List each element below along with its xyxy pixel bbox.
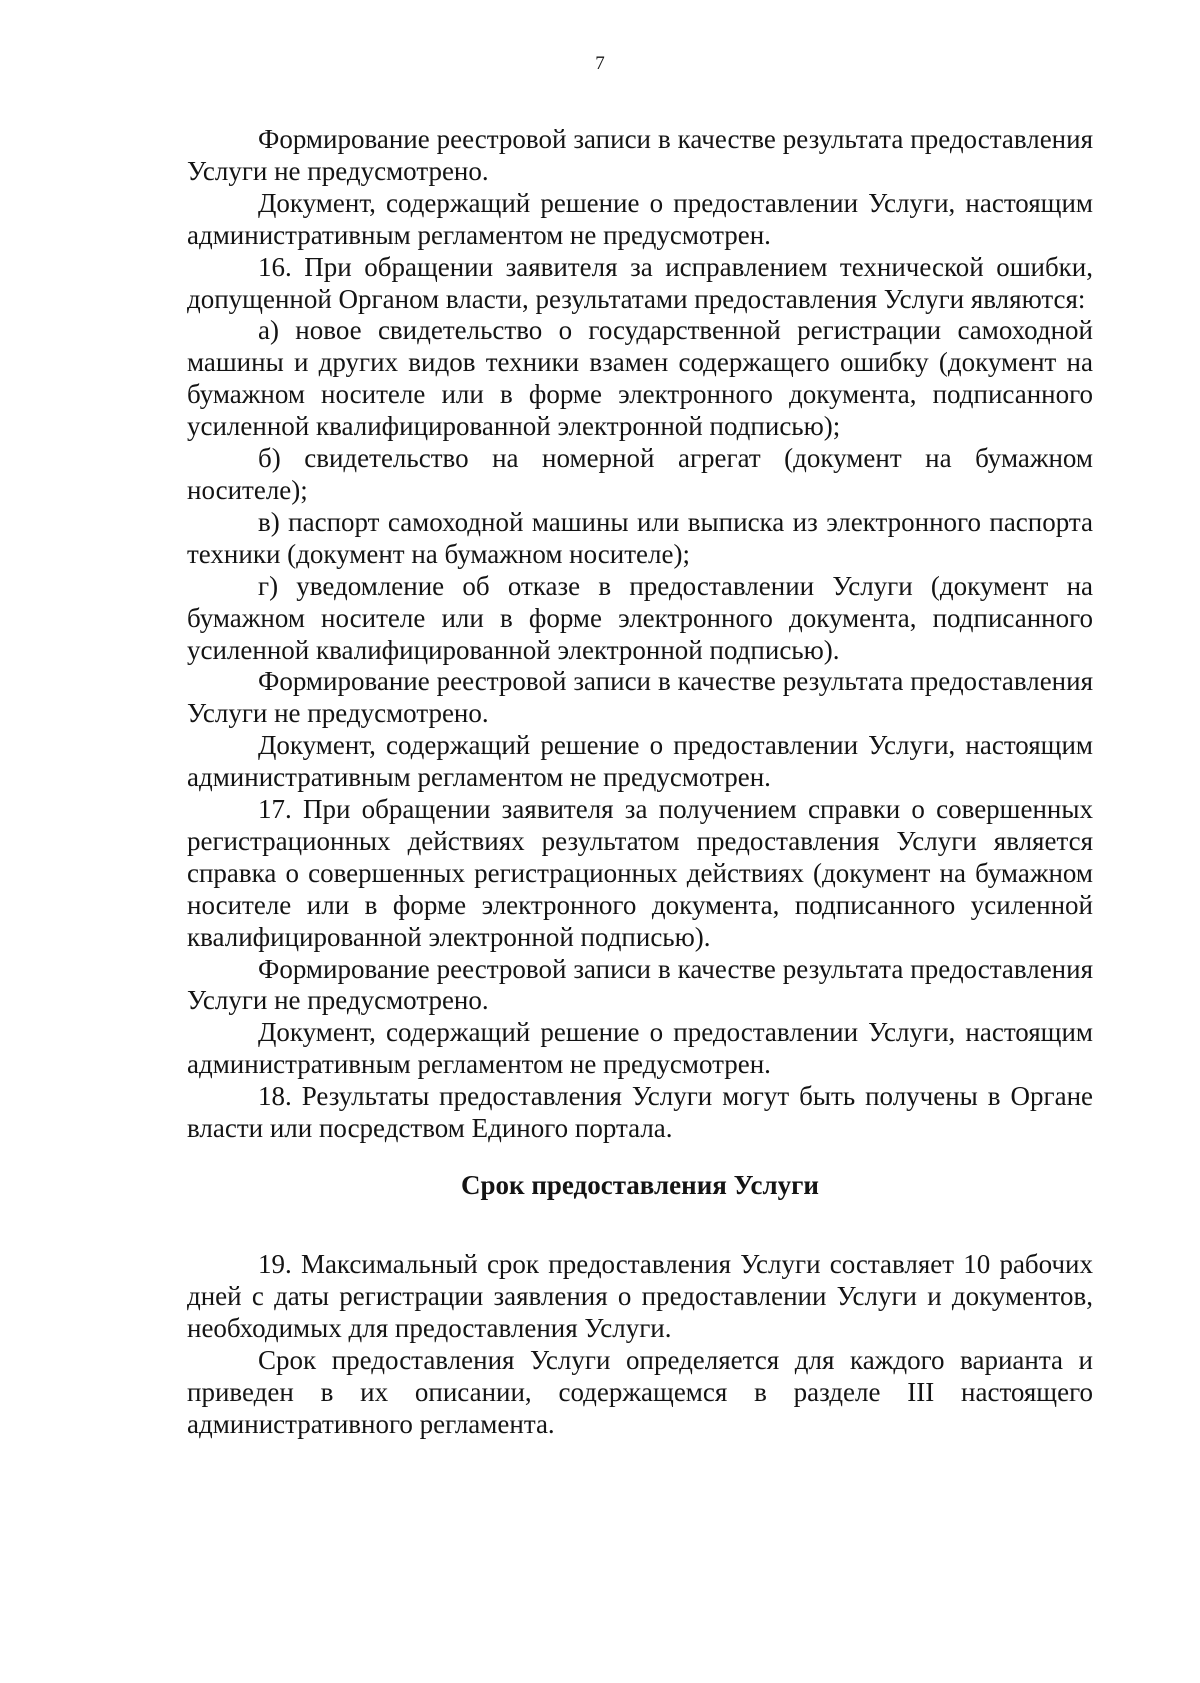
paragraph-service-term: Срок предоставления Услуги определяется для каждого варианта и приведен в их описании, содержащемся в разделе III настоящего административного регламента. [187,1344,1093,1439]
paragraph-item-17: 17. При обращении заявителя за получением справки о совершенных регистрационных действиях результатом предоставления Услуги является справка о совершенных регистрационных действиях (документ на бумажном носителе или в форме электронного документа, подписанного усиленной квалифицированной электронной подписью). [187,794,1093,952]
document-body [187,124,1093,1440]
paragraph-decision-document-1: Документ, содержащий решение о предоставлении Услуги, настоящим административным регламентом не предусмотрен. [187,187,1093,250]
paragraph-registry-entry-1: Формирование реестровой записи в качестве результата предоставления Услуги не предусмотрено. [187,124,1093,186]
section-heading-block [187,1145,1093,1221]
section-heading: Срок предоставления Услуги [461,1170,819,1200]
paragraph-item-19: 19. Максимальный срок предоставления Услуги составляет 10 рабочих дней с даты регистрации заявления о предоставлении Услуги и документов, необходимых для предоставления Услуги. [187,1249,1093,1343]
paragraph-registry-entry-2: Формирование реестровой записи в качестве результата предоставления Услуги не предусмотрено. [187,666,1093,729]
list-item-a: а) новое свидетельство о государственной регистрации самоходной машины и других видов техники взамен содержащего ошибку (документ на бумажном носителе или в форме электронного документа, подписанного усиленной квалифицированной электронной подписью); [187,315,1093,442]
list-item-b: б) свидетельство на номерной агрегат (документ на бумажном носителе); [187,443,1093,505]
paragraph-registry-entry-3: Формирование реестровой записи в качестве результата предоставления Услуги не предусмотрено. [187,953,1093,1016]
list-item-g: г) уведомление об отказе в предоставлении Услуги (документ на бумажном носителе или в форме электронного документа, подписанного усиленной квалифицированной электронной подписью). [187,570,1093,665]
paragraph-item-16: 16. При обращении заявителя за исправлением технической ошибки, допущенной Органом власти, результатами предоставления Услуги являются: [187,251,1093,314]
paragraph-decision-document-3: Документ, содержащий решение о предоставлении Услуги, настоящим административным регламентом не предусмотрен. [187,1017,1093,1080]
paragraph-decision-document-2: Документ, содержащий решение о предоставлении Услуги, настоящим административным регламентом не предусмотрен. [187,730,1093,793]
paragraph-item-18: 18. Результаты предоставления Услуги могут быть получены в Органе власти или посредством Единого портала. [187,1081,1093,1144]
page-number: 7 [595,53,605,74]
list-item-v: в) паспорт самоходной машины или выписка из электронного паспорта техники (документ на бумажном носителе); [187,506,1093,569]
